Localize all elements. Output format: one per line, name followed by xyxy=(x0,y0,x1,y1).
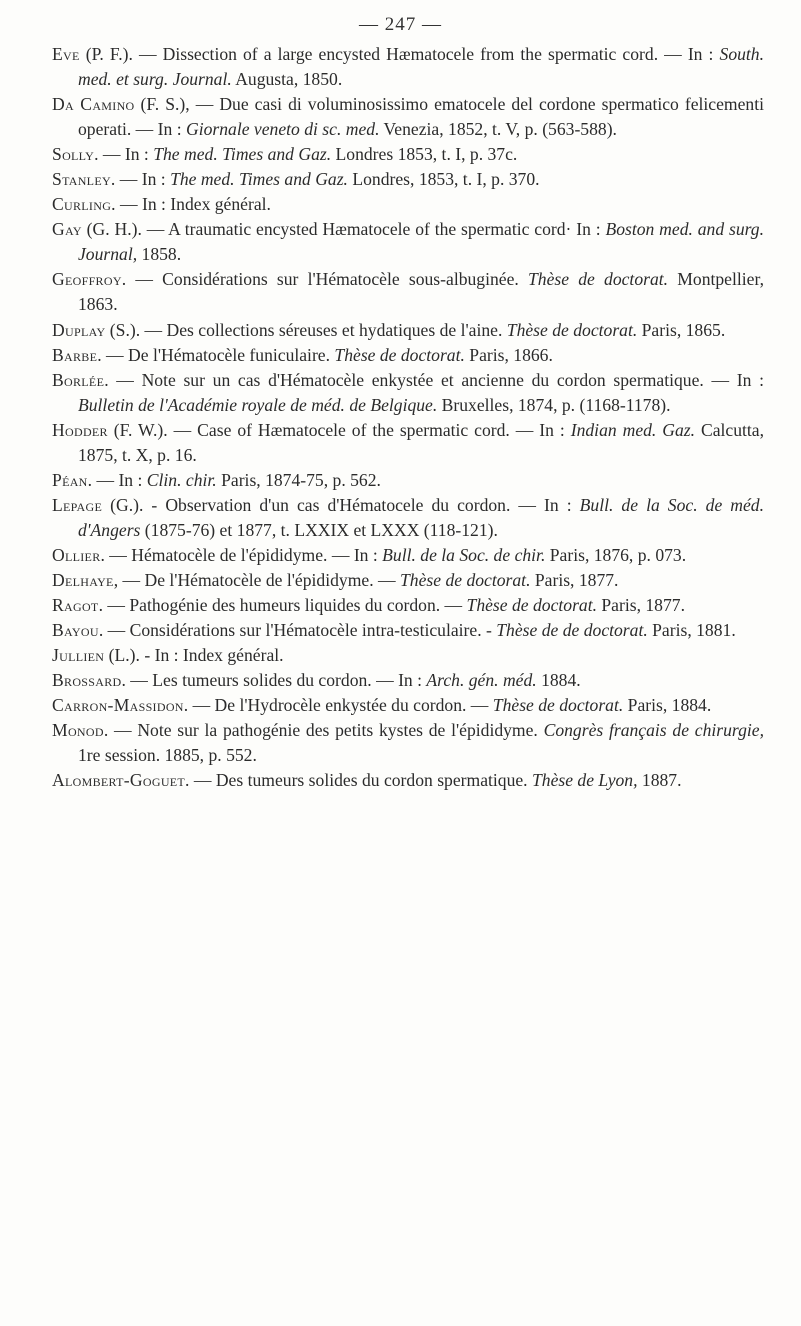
bibliography-entry xyxy=(52,42,764,92)
page-number: — 247 — xyxy=(359,14,442,35)
entry-publication: Paris, 1865. xyxy=(637,319,726,340)
entry-source-title: Thèse de de doctorat. xyxy=(496,620,648,641)
entry-author: Jullien xyxy=(52,645,105,666)
entry-publication: Paris, 1874-75, p. 562. xyxy=(216,469,381,490)
entry-text: (G.). - Observation d'un cas d'Hématocele du cordon. — In : xyxy=(102,494,580,515)
entry-author: Lepage xyxy=(52,494,103,515)
entry-author: Barbe xyxy=(52,344,98,365)
bibliography-entry xyxy=(52,468,764,493)
entry-source-title: Indian med. Gaz. xyxy=(570,419,696,440)
entry-publication: Venezia, 1852, t. V, p. (563-588). xyxy=(379,119,617,140)
entry-author: Carron-Massidon xyxy=(52,695,184,716)
entry-source-title: Thèse de doctorat. xyxy=(400,569,531,590)
entry-text: , — De l'Hématocèle de l'épididyme. — xyxy=(113,569,400,590)
entry-text: . — Pathogénie des humeurs liquides du cordon. — xyxy=(98,595,467,616)
entry-publication: Augusta, 1850. xyxy=(231,69,343,90)
entry-text: . — In : xyxy=(94,144,154,165)
entry-author: Da Camino xyxy=(52,94,135,115)
bibliography-entry xyxy=(52,142,764,167)
entry-text: . — Des tumeurs solides du cordon spermatique. xyxy=(185,770,532,791)
entry-publication: Paris, 1877. xyxy=(530,569,619,590)
entry-author: Geoffroy xyxy=(52,269,122,290)
bibliography-entry xyxy=(52,768,764,793)
entry-source-title: Boston med. and surg. Journal, xyxy=(78,219,765,265)
bibliography-entry xyxy=(52,718,764,768)
entry-author: Gay xyxy=(52,219,82,240)
entry-publication: 1858. xyxy=(137,244,182,265)
entry-author: Curling xyxy=(52,194,112,215)
entry-source-title: Bull. de la Soc. de méd. d'Angers xyxy=(78,494,764,540)
entry-text: (L.). - In : Index général. xyxy=(104,645,284,666)
entry-publication: Paris, 1876, p. 073. xyxy=(545,544,687,565)
entry-source-title: South. med. et surg. Journal. xyxy=(78,44,764,90)
entry-author: Bayou xyxy=(52,620,99,641)
entry-text: . — Hématocèle de l'épididyme. — In : xyxy=(100,544,383,565)
bibliography-entry xyxy=(52,643,764,668)
entry-publication: Londres, 1853, t. I, p. 370. xyxy=(347,169,540,190)
bibliography-entry xyxy=(52,343,764,368)
entry-text: . — Note sur un cas d'Hématocèle enkystée et ancienne du cordon spermatique. — In : xyxy=(104,369,764,390)
bibliography-entry xyxy=(52,217,764,267)
entry-author: Eve xyxy=(52,44,80,64)
entry-text: . — Les tumeurs solides du cordon. — In : xyxy=(121,670,427,691)
entry-publication: Calcutta, 1875, t. X, p. 16. xyxy=(78,419,764,465)
bibliography-entry xyxy=(52,568,764,593)
entry-text: . — In : xyxy=(110,169,171,190)
bibliography-entry xyxy=(52,192,764,217)
entry-text: . — Considérations sur l'Hématocèle intra-testiculaire. - xyxy=(98,620,497,641)
entry-text: . — Considérations sur l'Hématocèle sous-albuginée. xyxy=(121,269,528,290)
entry-publication: Bruxelles, 1874, p. (1168-1178). xyxy=(437,394,671,415)
entry-publication: 1887. xyxy=(637,770,682,791)
entry-source-title: Arch. gén. méd. xyxy=(426,670,537,691)
entry-author: Delhaye xyxy=(52,569,114,590)
entry-publication: Paris, 1884. xyxy=(623,695,712,716)
entry-source-title: Congrès français de chirurgie, xyxy=(543,720,764,741)
bibliography-list xyxy=(52,42,764,793)
entry-source-title: Bulletin de l'Académie royale de méd. de Belgique. xyxy=(78,394,438,415)
entry-text: . — Note sur la pathogénie des petits kystes de l'épididyme. xyxy=(103,720,544,741)
entry-publication: Londres 1853, t. I, p. 37c. xyxy=(331,144,518,165)
entry-source-title: The med. Times and Gaz. xyxy=(153,144,332,165)
entry-source-title: Thèse de doctorat. xyxy=(492,695,624,716)
entry-source-title: Bull. de la Soc. de chir. xyxy=(382,544,546,565)
bibliography-entry xyxy=(52,493,764,543)
entry-author: Brossard xyxy=(52,670,122,691)
entry-publication: Montpellier, 1863. xyxy=(78,269,765,315)
entry-source-title: The med. Times and Gaz. xyxy=(170,169,348,190)
bibliography-entry xyxy=(52,368,764,418)
entry-publication: Paris, 1877. xyxy=(597,595,685,616)
entry-text: . — De l'Hématocèle funiculaire. xyxy=(97,344,335,365)
bibliography-entry xyxy=(52,618,764,643)
entry-author: Monod xyxy=(52,720,104,741)
entry-author: Péan xyxy=(52,469,88,490)
entry-publication: Paris, 1881. xyxy=(647,620,736,641)
entry-source-title: Thèse de doctorat. xyxy=(528,269,669,290)
entry-author: Solly xyxy=(52,144,95,165)
entry-author: Borlée xyxy=(52,369,105,390)
entry-author: Stanley xyxy=(52,169,111,190)
entry-text: (S.). — Des collections séreuses et hydatiques de l'aine. xyxy=(105,319,507,340)
entry-publication: Paris, 1866. xyxy=(464,344,553,365)
entry-source-title: Clin. chir. xyxy=(146,469,217,490)
entry-source-title: Thèse de doctorat. xyxy=(506,319,638,340)
entry-text: (P. F.). — Dissection of a large encysted Hæmatocele from the spermatic cord. — In : xyxy=(79,44,720,64)
bibliography-entry xyxy=(52,418,764,468)
bibliography-entry xyxy=(52,543,764,568)
entry-author: Duplay xyxy=(52,319,106,340)
entry-publication: 1re session. 1885, p. 552. xyxy=(78,745,257,766)
entry-text: (F. S.), — Due casi di voluminosissimo ematocele del cordone spermatico felicementi operati. — In : xyxy=(78,94,764,140)
entry-source-title: Thèse de doctorat. xyxy=(466,595,597,616)
entry-source-title: Giornale veneto di sc. med. xyxy=(185,119,380,140)
entry-text: . — De l'Hydrocèle enkystée du cordon. — xyxy=(183,695,493,716)
entry-author: Ragot xyxy=(52,595,99,616)
bibliography-entry xyxy=(52,668,764,693)
entry-source-title: Thèse de Lyon, xyxy=(531,770,638,791)
bibliography-entry xyxy=(52,167,764,192)
entry-source-title: Thèse de doctorat. xyxy=(334,344,465,365)
bibliography-entry xyxy=(52,267,764,317)
bibliography-entry xyxy=(52,593,764,618)
entry-author: Alombert-Goguet xyxy=(52,770,186,791)
entry-text: . — In : xyxy=(87,469,147,490)
entry-publication: 1884. xyxy=(536,670,581,691)
bibliography-entry xyxy=(52,693,764,718)
bibliography-entry xyxy=(52,92,764,142)
entry-author: Hodder xyxy=(52,419,108,440)
entry-author: Ollier xyxy=(52,544,101,565)
entry-text: (F. W.). — Case of Hæmatocele of the spermatic cord. — In : xyxy=(107,419,571,440)
entry-publication: (1875-76) et 1877, t. LXXIX et LXXX (118-121). xyxy=(140,519,498,540)
entry-text: . — In : Index général. xyxy=(111,194,271,215)
entry-text: (G. H.). — A traumatic encysted Hæmatocele of the spermatic cord· In : xyxy=(81,219,606,240)
bibliography-entry xyxy=(52,318,764,343)
